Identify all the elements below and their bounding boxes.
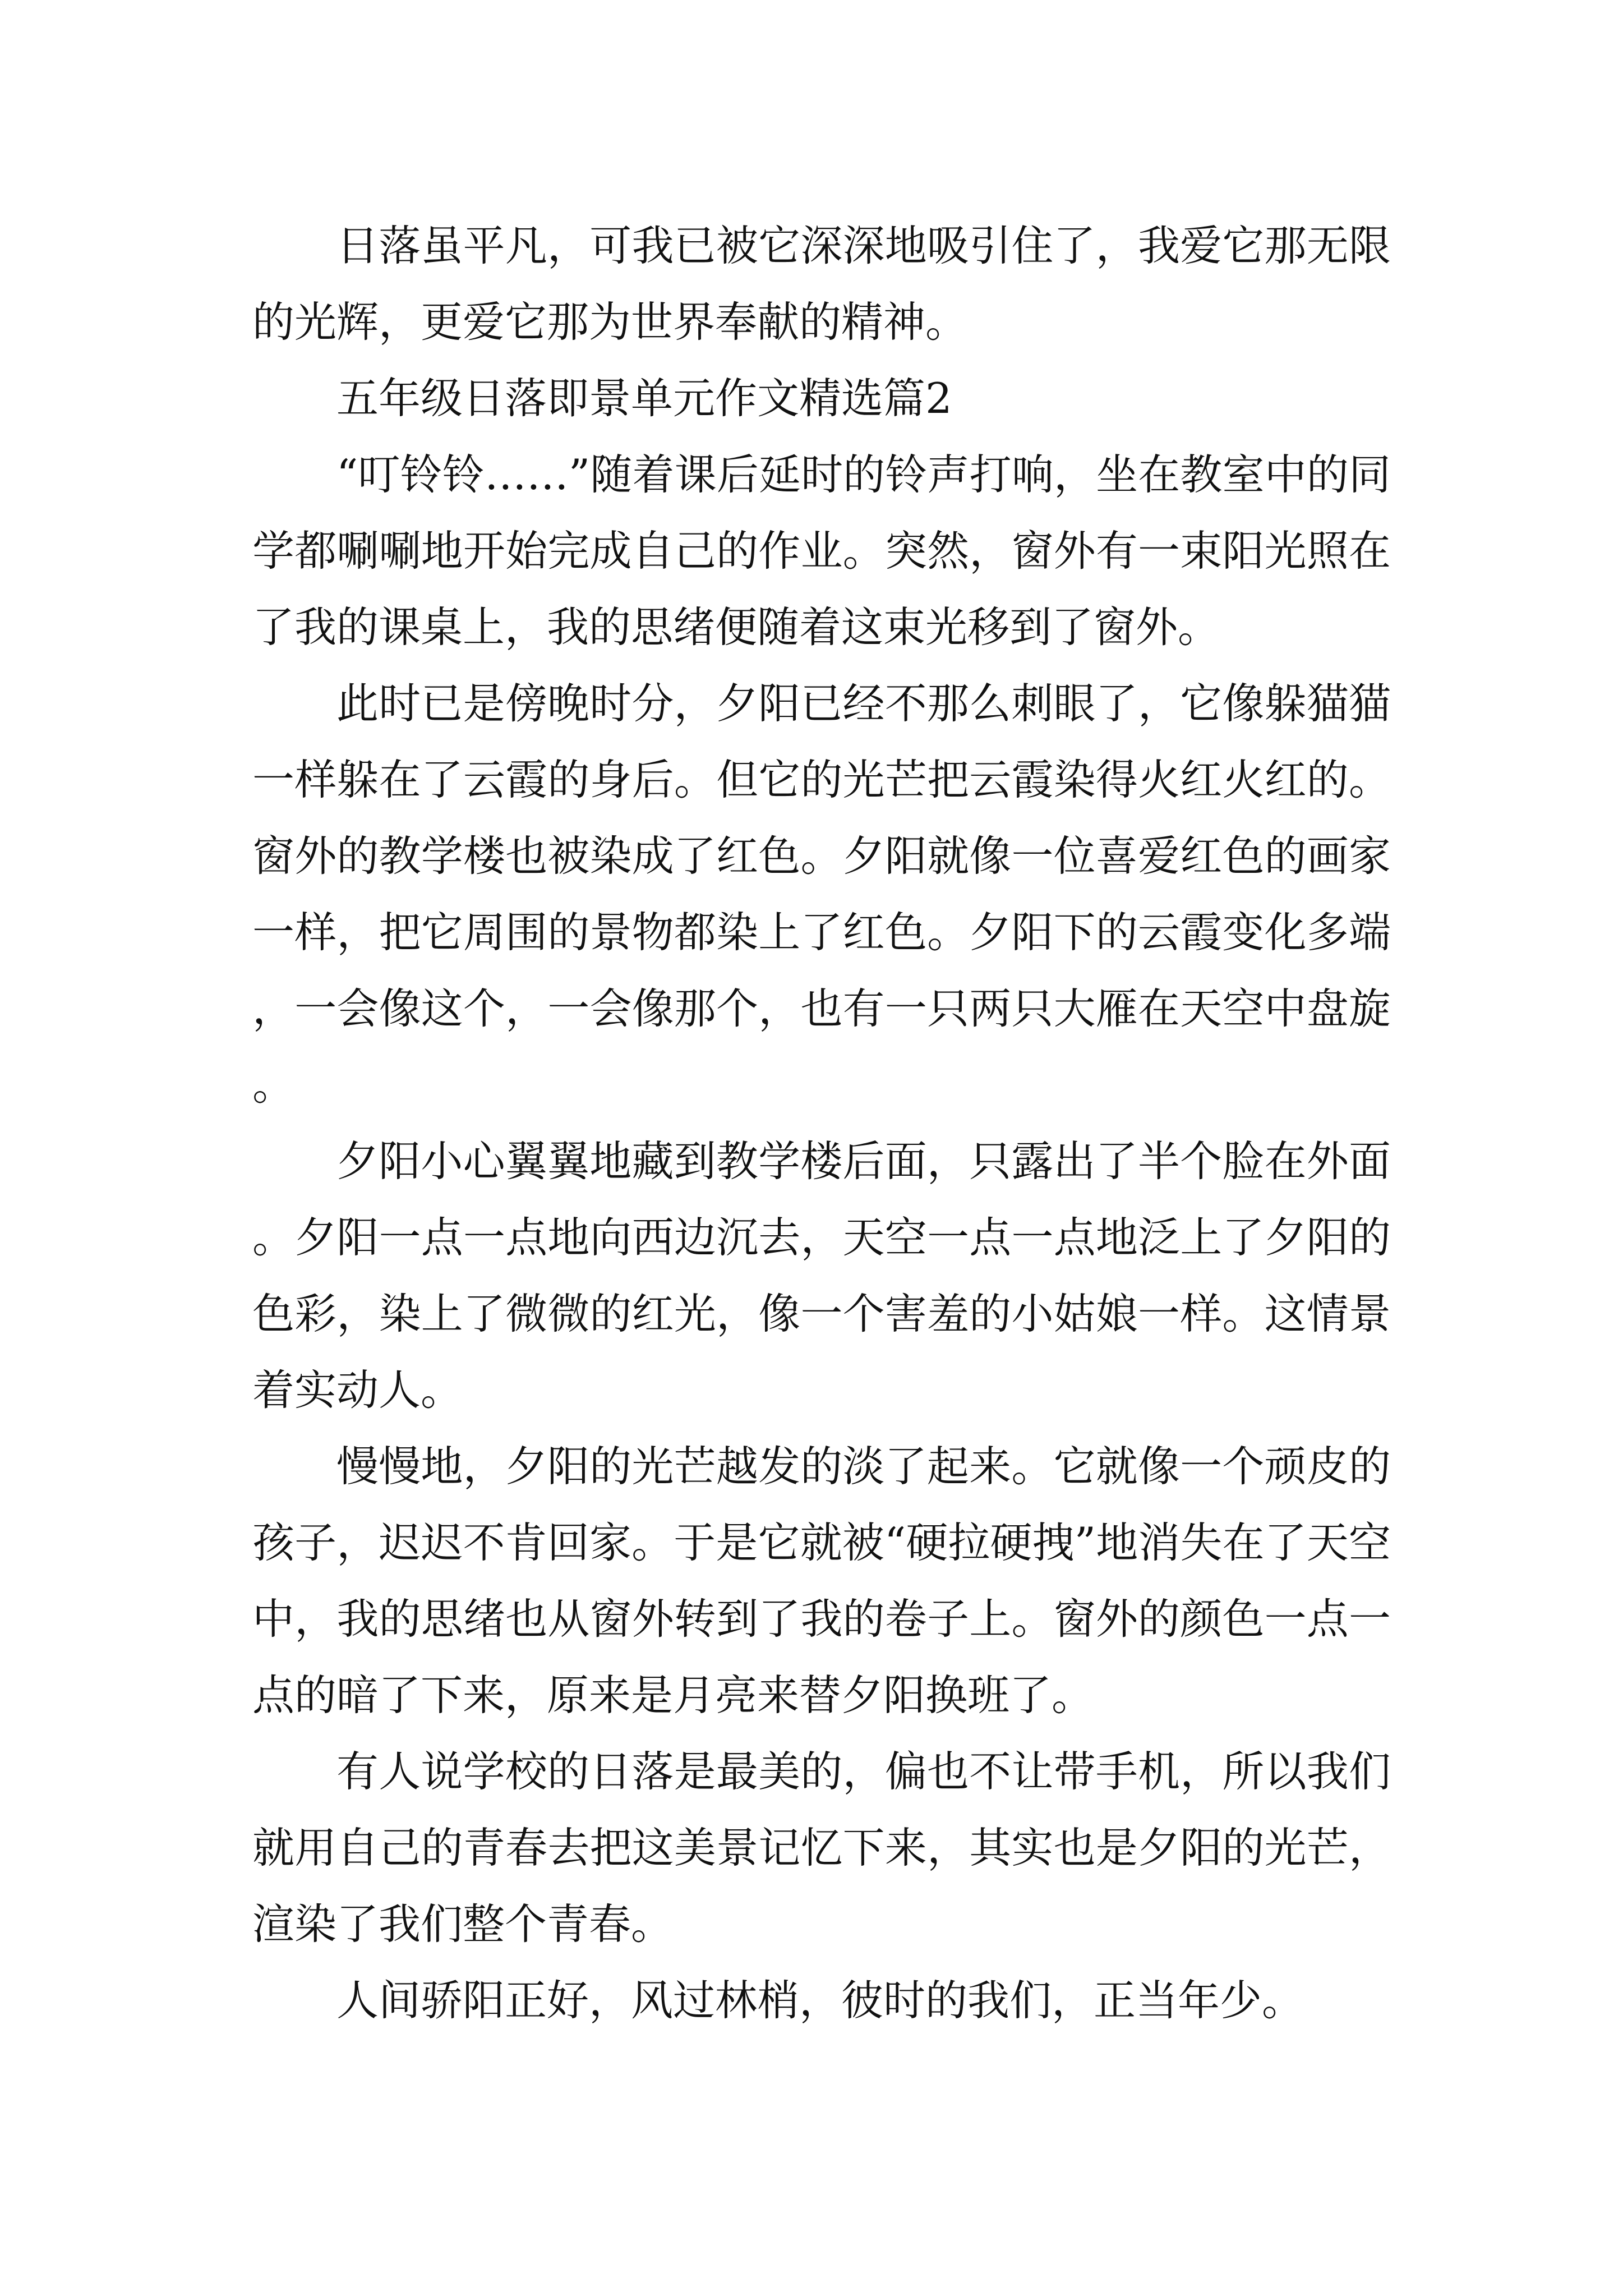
paragraph-6: 人间骄阳正好，风过林梢，彼时的我们，正当年少。 (336, 1976, 1304, 2025)
section-heading: 五年级日落即景单元作文精选篇2 (336, 374, 952, 423)
document-body (252, 208, 1391, 2039)
paragraph-2: 此时已是傍晚时分，夕阳已经不那么刺眼了，它像躲猫猫一样躲在了云霞的身后。但它的光芒把云霞染得火红火红的。窗外的教学楼也被染成了红色。夕阳就像一位喜爱红色的画家一样，把它周围的景物都染上了红色。夕阳下的云霞变化多端，一会像这个，一会像那个，也有一只两只大雁在天空中盘旋。 (252, 679, 1391, 1110)
paragraph-1: “叮铃铃……”随着课后延时的铃声打响，坐在教室中的同学都唰唰地开始完成自己的作业。突然，窗外有一束阳光照在了我的课桌上，我的思绪便随着这束光移到了窗外。 (252, 450, 1391, 652)
paragraph-4: 慢慢地，夕阳的光芒越发的淡了起来。它就像一个顽皮的孩子，迟迟不肯回家。于是它就被“硬拉硬拽”地消失在了天空中，我的思绪也从窗外转到了我的卷子上。窗外的颜色一点一点的暗了下来，原来是月亮来替夕阳换班了。 (252, 1442, 1391, 1720)
paragraph-3: 夕阳小心翼翼地藏到教学楼后面，只露出了半个脸在外面。夕阳一点一点地向西边沉去，天空一点一点地泛上了夕阳的色彩，染上了微微的红光，像一个害羞的小姑娘一样。这情景着实动人。 (252, 1137, 1391, 1415)
paragraph-intro: 日落虽平凡，可我已被它深深地吸引住了，我爱它那无限的光辉，更爱它那为世界奉献的精神。 (252, 221, 1391, 347)
paragraph-5: 有人说学校的日落是最美的，偏也不让带手机，所以我们就用自己的青春去把这美景记忆下来，其实也是夕阳的光芒，渲染了我们整个青春。 (252, 1747, 1391, 1949)
